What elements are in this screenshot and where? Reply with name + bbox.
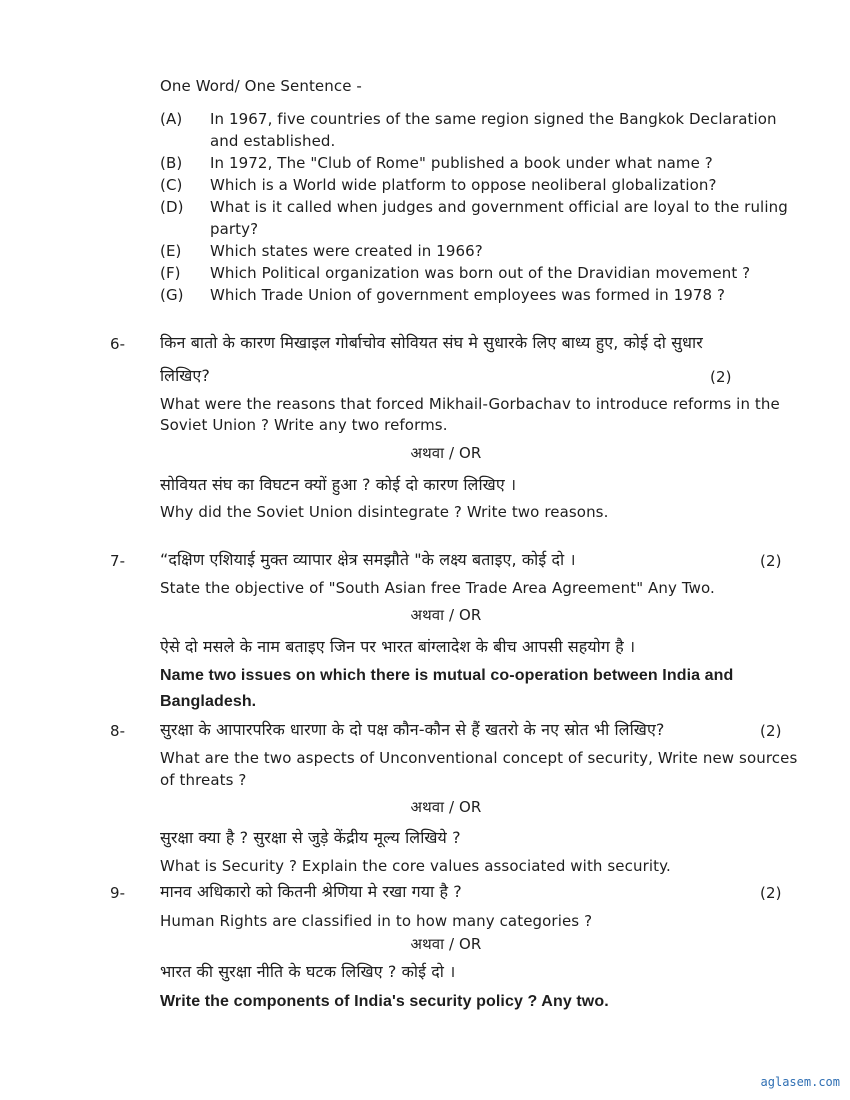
- question-english-line: What are the two aspects of Unconventional concept of security, Write new sources: [160, 749, 798, 767]
- item-text-d-line2: party?: [210, 220, 259, 238]
- or-separator: अथवा / OR: [410, 444, 482, 462]
- item-text-e: Which states were created in 1966?: [210, 242, 483, 260]
- question-number: 8-: [110, 722, 126, 740]
- question-number: 9-: [110, 884, 126, 902]
- question-number: 6-: [110, 335, 126, 353]
- question-marks: (2): [760, 722, 782, 740]
- item-text-b: In 1972, The "Club of Rome" published a book under what name ?: [210, 154, 713, 172]
- item-label-a: (A): [160, 110, 183, 128]
- item-label-g: (G): [160, 286, 184, 304]
- item-text-a-line1: In 1967, five countries of the same region signed the Bangkok Declaration: [210, 110, 777, 128]
- question-marks: (2): [760, 552, 782, 570]
- question-english-line: Human Rights are classified in to how many categories ?: [160, 912, 593, 930]
- alt-question-hindi: ऐसे दो मसले के नाम बताइए जिन पर भारत बांग्लादेश के बीच आपसी सहयोग है ।: [160, 637, 636, 656]
- or-separator: अथवा / OR: [410, 798, 482, 816]
- alt-question-hindi: भारत की सुरक्षा नीति के घटक लिखिए ? कोई दो ।: [160, 962, 456, 981]
- or-separator: अथवा / OR: [410, 606, 482, 624]
- question-english-line: What were the reasons that forced Mikhail-Gorbachav to introduce reforms in the: [160, 395, 780, 413]
- question-hindi-line: सुरक्षा के आपारपरिक धारणा के दो पक्ष कौन-कौन से हैं खतरो के नए स्रोत भी लिखिए?: [160, 720, 665, 739]
- item-text-d-line1: What is it called when judges and government official are loyal to the ruling: [210, 198, 788, 216]
- question-marks: (2): [710, 368, 732, 386]
- alt-question-english: Bangladesh.: [160, 693, 257, 710]
- item-text-g: Which Trade Union of government employees was formed in 1978 ?: [210, 286, 726, 304]
- question-hindi-line: मानव अधिकारो को कितनी श्रेणिया मे रखा गया है ?: [160, 882, 462, 901]
- item-text-c: Which is a World wide platform to oppose neoliberal globalization?: [210, 176, 717, 194]
- question-hindi-line: “दक्षिण एशियाई मुक्त व्यापार क्षेत्र समझौते "के लक्ष्य बताइए, कोई दो ।: [160, 550, 576, 569]
- question-english-line: of threats ?: [160, 771, 247, 789]
- item-label-c: (C): [160, 176, 183, 194]
- question-hindi-line: किन बातो के कारण मिखाइल गोर्बाचोव सोवियत संघ मे सुधारके लिए बाध्य हुए, कोई दो सुधार: [160, 333, 703, 352]
- item-label-f: (F): [160, 264, 181, 282]
- item-label-e: (E): [160, 242, 182, 260]
- question-hindi-line: लिखिए?: [160, 366, 210, 385]
- item-text-f: Which Political organization was born out of the Dravidian movement ?: [210, 264, 751, 282]
- item-label-d: (D): [160, 198, 184, 216]
- question-number: 7-: [110, 552, 126, 570]
- alt-question-english: Write the components of India's security policy ? Any two.: [160, 993, 609, 1010]
- alt-question-english: Why did the Soviet Union disintegrate ? Write two reasons.: [160, 503, 609, 521]
- item-text-a-line2: and established.: [210, 132, 336, 150]
- alt-question-english: What is Security ? Explain the core values associated with security.: [160, 857, 671, 875]
- question-english-line: State the objective of "South Asian free Trade Area Agreement" Any Two.: [160, 579, 715, 597]
- section-heading: One Word/ One Sentence -: [160, 77, 362, 95]
- alt-question-english: Name two issues on which there is mutual co-operation between India and: [160, 667, 734, 684]
- or-separator: अथवा / OR: [410, 935, 482, 953]
- question-marks: (2): [760, 884, 782, 902]
- question-english-line: Soviet Union ? Write any two reforms.: [160, 416, 448, 434]
- alt-question-hindi: सोवियत संघ का विघटन क्यों हुआ ? कोई दो कारण लिखिए ।: [160, 475, 517, 494]
- alt-question-hindi: सुरक्षा क्या है ? सुरक्षा से जुड़े केंद्रीय मूल्य लिखिये ?: [160, 828, 461, 847]
- watermark-link[interactable]: aglasem.com: [760, 1075, 840, 1089]
- item-label-b: (B): [160, 154, 183, 172]
